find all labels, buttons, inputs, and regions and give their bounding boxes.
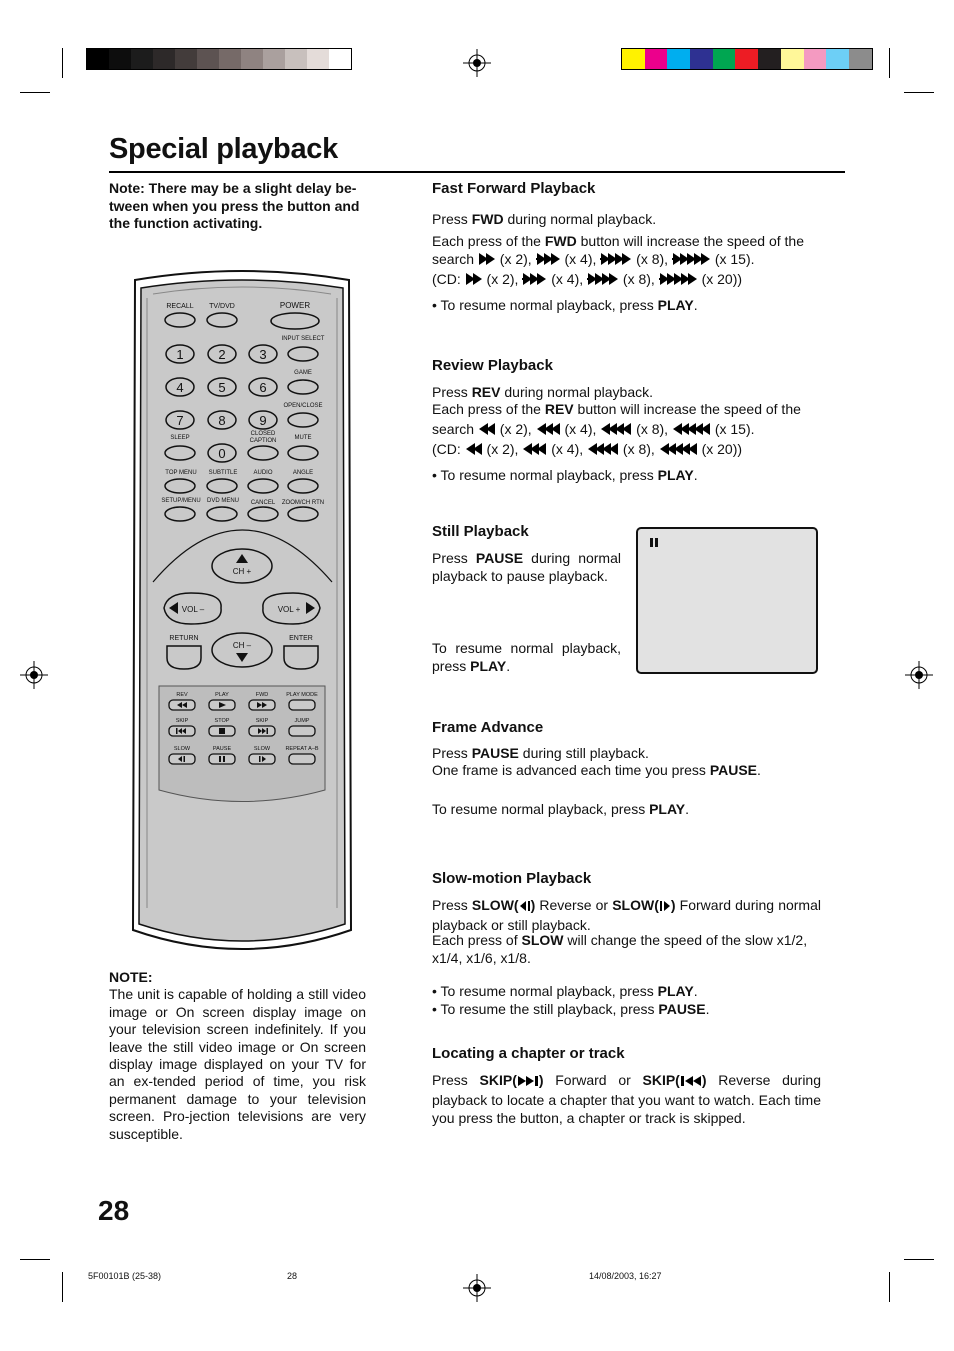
label-enter: ENTER [289,635,313,642]
label-repeat-a-b: REPEAT A–B [285,746,319,752]
color-swatch [667,49,690,69]
ff-speed-line: search (x 2), (x 4), (x 8), (x 15). [432,250,821,270]
audio-button [248,479,278,493]
gray-swatch [263,49,285,69]
ff-cd-speed-line: (CD: (x 2), (x 4), (x 8), (x 20)) [432,270,821,290]
slow-forward-icon [659,898,671,916]
label-slow-reverse: SLOW [173,746,191,752]
subtitle-button [207,479,237,493]
frame-resume: To resume normal playback, press PLAY. [432,801,690,817]
fwd-x8-icon [587,272,619,290]
rev-x20-icon [659,442,698,460]
digit-label-9: 9 [259,413,267,428]
label-cancel: CANCEL [250,500,276,506]
gray-swatch [175,49,197,69]
gray-swatch [87,49,109,69]
frame-line-2: One frame is advanced each time you press PAUSE. [432,762,761,778]
registration-mark-icon [20,661,48,689]
label-power: POWER [279,301,311,310]
still-image-warning [109,969,366,1143]
footer-file-id: 5F00101B (25-38) [88,1271,162,1281]
digit-label-4: 4 [176,380,184,395]
label-return: RETURN [169,635,199,642]
label-rev: REV [176,692,188,698]
return-button [167,646,201,669]
setup-menu-button [165,507,195,521]
crop-mark [62,1272,63,1302]
rev-line-2: Each press of the REV button will increase the speed of the [432,401,801,417]
cancel-button [248,507,278,521]
power-button [271,313,319,329]
label-ch-minus: CH – [232,641,252,650]
ff-line-2: Each press of the FWD button will increase the speed of the [432,233,804,249]
still-resume: To resume normal playback, press PLAY. [432,640,621,674]
gray-swatch [307,49,329,69]
label-recall: RECALL [166,303,194,310]
label-input-select: INPUT SELECT [281,336,325,342]
crop-mark [904,1259,934,1260]
tv-screen-illustration [636,527,818,674]
closed-caption-button [248,446,278,460]
rev-x4-icon [522,442,547,460]
color-swatch [826,49,849,69]
gray-swatch [329,49,351,69]
label-zoom: ZOOM/CH RTN [281,500,325,506]
ff-resume: • To resume normal playback, press PLAY. [432,297,698,313]
label-tv-dvd: TV/DVD [209,303,235,310]
footer-page: 28 [287,1271,298,1281]
label-angle: ANGLE [292,470,314,476]
label-stop: STOP [214,718,230,724]
label-play: PLAY [215,692,229,698]
fwd-x8-icon [600,252,632,270]
grayscale-calibration-bar [86,48,352,70]
slow-reverse-icon [184,756,186,762]
registration-mark-icon [463,49,491,77]
crop-mark [62,48,63,78]
registration-mark-icon [905,661,933,689]
fwd-x2-icon [478,252,496,270]
rev-line-1: Press REV during normal playback. [432,384,654,400]
sleep-button [165,446,195,460]
label-sleep: SLEEP [170,435,190,441]
rev-x8-icon [587,442,619,460]
pause-button [209,754,235,764]
label-skip-forward: SKIP [255,718,269,724]
color-swatch [645,49,668,69]
digit-label-1: 1 [176,347,184,362]
pause-icon [650,538,658,547]
note-body: The unit is capable of holding a still video image or On screen display image on your television screen indefinitely. If you leave the still video image or On screen display image displayed on your TV for an ex-tended period of time, you risk permanent damage to your television screen. Pro-jection televisions are very susceptible. [109,986,366,1142]
chapter-text: Press SKIP( ) Forward or SKIP( ) Reverse during playback to locate a chapter that you want to watch. Each time you press the button, a chapter or track is skipped. [432,1072,822,1126]
rev-resume: • To resume normal playback, press PLAY. [432,467,698,483]
page-title: Special playback [109,133,338,165]
label-game: GAME [294,370,312,376]
slow-line-2: Each press of SLOW will change the speed of the slow x1/2, x1/4, x1/6, x1/8. [432,932,808,966]
fwd-x4-icon [536,252,561,270]
label-play-mode: PLAY MODE [286,692,318,698]
still-line-1: Press PAUSE during normal playback to pause playback. [432,550,621,584]
slow-reverse-icon [519,898,531,916]
label-caption: CAPTION [249,438,277,444]
label-dvd-menu: DVD MENU [206,498,240,504]
slow-forward-icon [259,756,261,762]
fwd-x4-icon [522,272,547,290]
digit-label-6: 6 [259,380,267,395]
skip-back-icon [176,728,178,734]
label-mute: MUTE [294,435,312,441]
color-swatch [622,49,645,69]
gray-swatch [241,49,263,69]
section-heading-frame-advance: Frame Advance [432,719,544,736]
crop-mark [889,1272,890,1302]
play-mode-button [289,700,315,710]
crop-mark [20,92,50,93]
fwd-x15-icon [672,252,711,270]
digit-label-3: 3 [259,347,267,362]
label-pause: PAUSE [212,746,232,752]
jump-button [289,726,315,736]
crop-mark [889,48,890,78]
pause-icon [219,756,221,762]
frame-line-1: Press PAUSE during still playback. [432,745,649,761]
rev-speed-line: search (x 2), (x 4), (x 8), (x 15). [432,420,821,440]
repeat-a-b-button [289,754,315,764]
label-jump: JUMP [294,718,310,724]
footer-timestamp: 14/08/2003, 16:27 [589,1271,662,1281]
section-heading-fast-forward: Fast Forward Playback [432,180,596,197]
crop-mark [904,92,934,93]
gray-swatch [131,49,153,69]
label-closed: CLOSED [250,431,276,437]
digit-label-0: 0 [218,446,226,461]
color-swatch [758,49,781,69]
rev-x2-icon [478,422,496,440]
pause-icon [223,756,225,762]
section-heading-still: Still Playback [432,523,529,540]
section-heading-chapter: Locating a chapter or track [432,1045,625,1062]
recall-button [165,313,195,327]
digit-label-2: 2 [218,347,226,362]
mute-button [288,446,318,460]
enter-button [284,646,318,669]
slow-line-1: Press SLOW( ) Reverse or SLOW( ) Forward during normal playback or still playback. [432,897,821,933]
label-subtitle: SUBTITLE [208,470,238,476]
game-button [288,380,318,394]
label-ch-plus: CH + [232,567,252,576]
angle-button [288,479,318,493]
label-vol-minus: VOL – [181,605,205,614]
title-rule [109,171,845,173]
color-swatch [713,49,736,69]
section-heading-review: Review Playback [432,357,553,374]
zoom-button [288,507,318,521]
color-swatch [781,49,804,69]
dvd-menu-button [207,507,237,521]
label-audio: AUDIO [253,470,273,476]
gray-swatch [219,49,241,69]
open-close-button [288,413,318,427]
rev-x15-icon [672,422,711,440]
digit-label-8: 8 [218,413,226,428]
gray-swatch [197,49,219,69]
remote-control-illustration [125,268,360,958]
skip-forward-icon [517,1073,539,1091]
note-heading: NOTE: [109,969,153,985]
color-swatch [735,49,758,69]
label-fwd: FWD [255,692,269,698]
input-select-button [288,347,318,361]
rev-x2-icon [465,442,483,460]
color-swatch [690,49,713,69]
label-setup-menu: SETUP/MENU [161,498,201,504]
label-top-menu: TOP MENU [165,470,197,476]
slow-bullet-2: • To resume the still playback, press PAUSE. [432,1001,710,1017]
skip-reverse-icon [680,1073,702,1091]
digit-label-7: 7 [176,413,184,428]
top-menu-button [165,479,195,493]
delay-note: Note: There may be a slight delay be-tween when you press the button and the function activating. [109,180,360,231]
stop-icon [219,728,225,734]
gray-swatch [285,49,307,69]
label-open-close: OPEN/CLOSE [283,403,323,409]
color-swatch [849,49,872,69]
label-skip-back: SKIP [175,718,189,724]
crop-mark [20,1259,50,1260]
gray-swatch [109,49,131,69]
digit-label-5: 5 [218,380,226,395]
gray-swatch [153,49,175,69]
color-swatch [804,49,827,69]
page-number: 28 [98,1195,130,1226]
slow-bullet-1: • To resume normal playback, press PLAY. [432,983,698,999]
tv-dvd-button [207,313,237,327]
color-calibration-bar [621,48,873,70]
label-slow-forward: SLOW [253,746,271,752]
fwd-x20-icon [659,272,698,290]
skip-forward-icon [267,728,269,734]
ff-line-1: Press FWD during normal playback. [432,211,657,227]
rev-x4-icon [536,422,561,440]
fwd-x2-icon [465,272,483,290]
label-vol-plus: VOL + [277,605,301,614]
rev-cd-speed-line: (CD: (x 2), (x 4), (x 8), (x 20)) [432,440,821,460]
registration-mark-icon [463,1274,491,1302]
rev-x8-icon [600,422,632,440]
section-heading-slow-motion: Slow-motion Playback [432,870,592,887]
